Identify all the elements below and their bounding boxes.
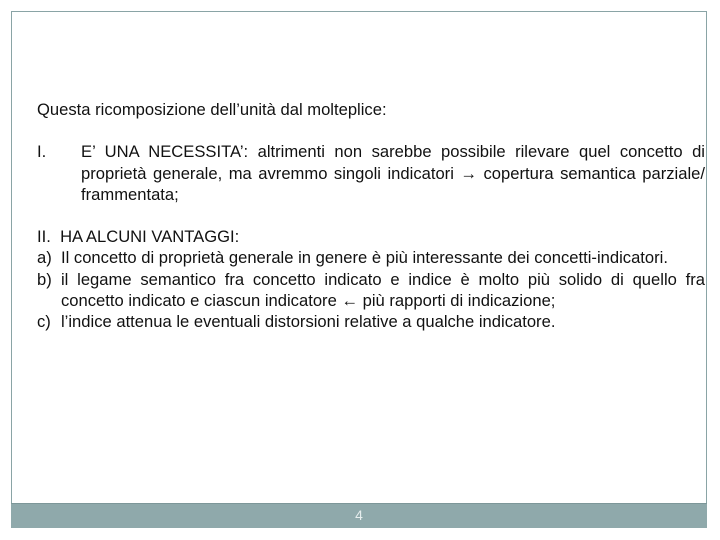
page-number: 4 [355,507,363,523]
point-1-text: E’ UNA NECESSITA’: altrimenti non sarebbe possibile rilevare quel concetto di proprietà generale, ma avremmo singoli indicatori → copertura semantica parziale/ frammentata; [81,142,705,204]
item-b-text: il legame semantico fra concetto indicato e indice è molto più solido di quello fra concetto indicato e ciascun indicatore ← più rapporti di indicazione; [61,269,705,311]
item-a-marker: a) [37,248,52,268]
item-a-text: Il concetto di proprietà generale in genere è più interessante dei concetti-indicatori. [61,248,668,268]
point-2-header [37,226,705,247]
footer-bar [11,503,707,528]
item-b-marker: b) [37,269,52,289]
item-c-marker: c) [37,312,51,332]
point-1-marker: I. [37,142,47,162]
item-c-text: l’indice attenua le eventuali distorsioni relative a qualche indicatore. [61,312,556,332]
point-1 [37,141,705,205]
list-item [37,269,705,312]
slide-heading: Questa ricomposizione dell’unità dal molteplice: [37,100,387,119]
slide-content [37,99,705,333]
list-item [37,247,705,268]
list-item [37,311,705,332]
point-2-marker: II. [37,227,51,247]
point-2-title: HA ALCUNI VANTAGGI: [60,227,240,247]
